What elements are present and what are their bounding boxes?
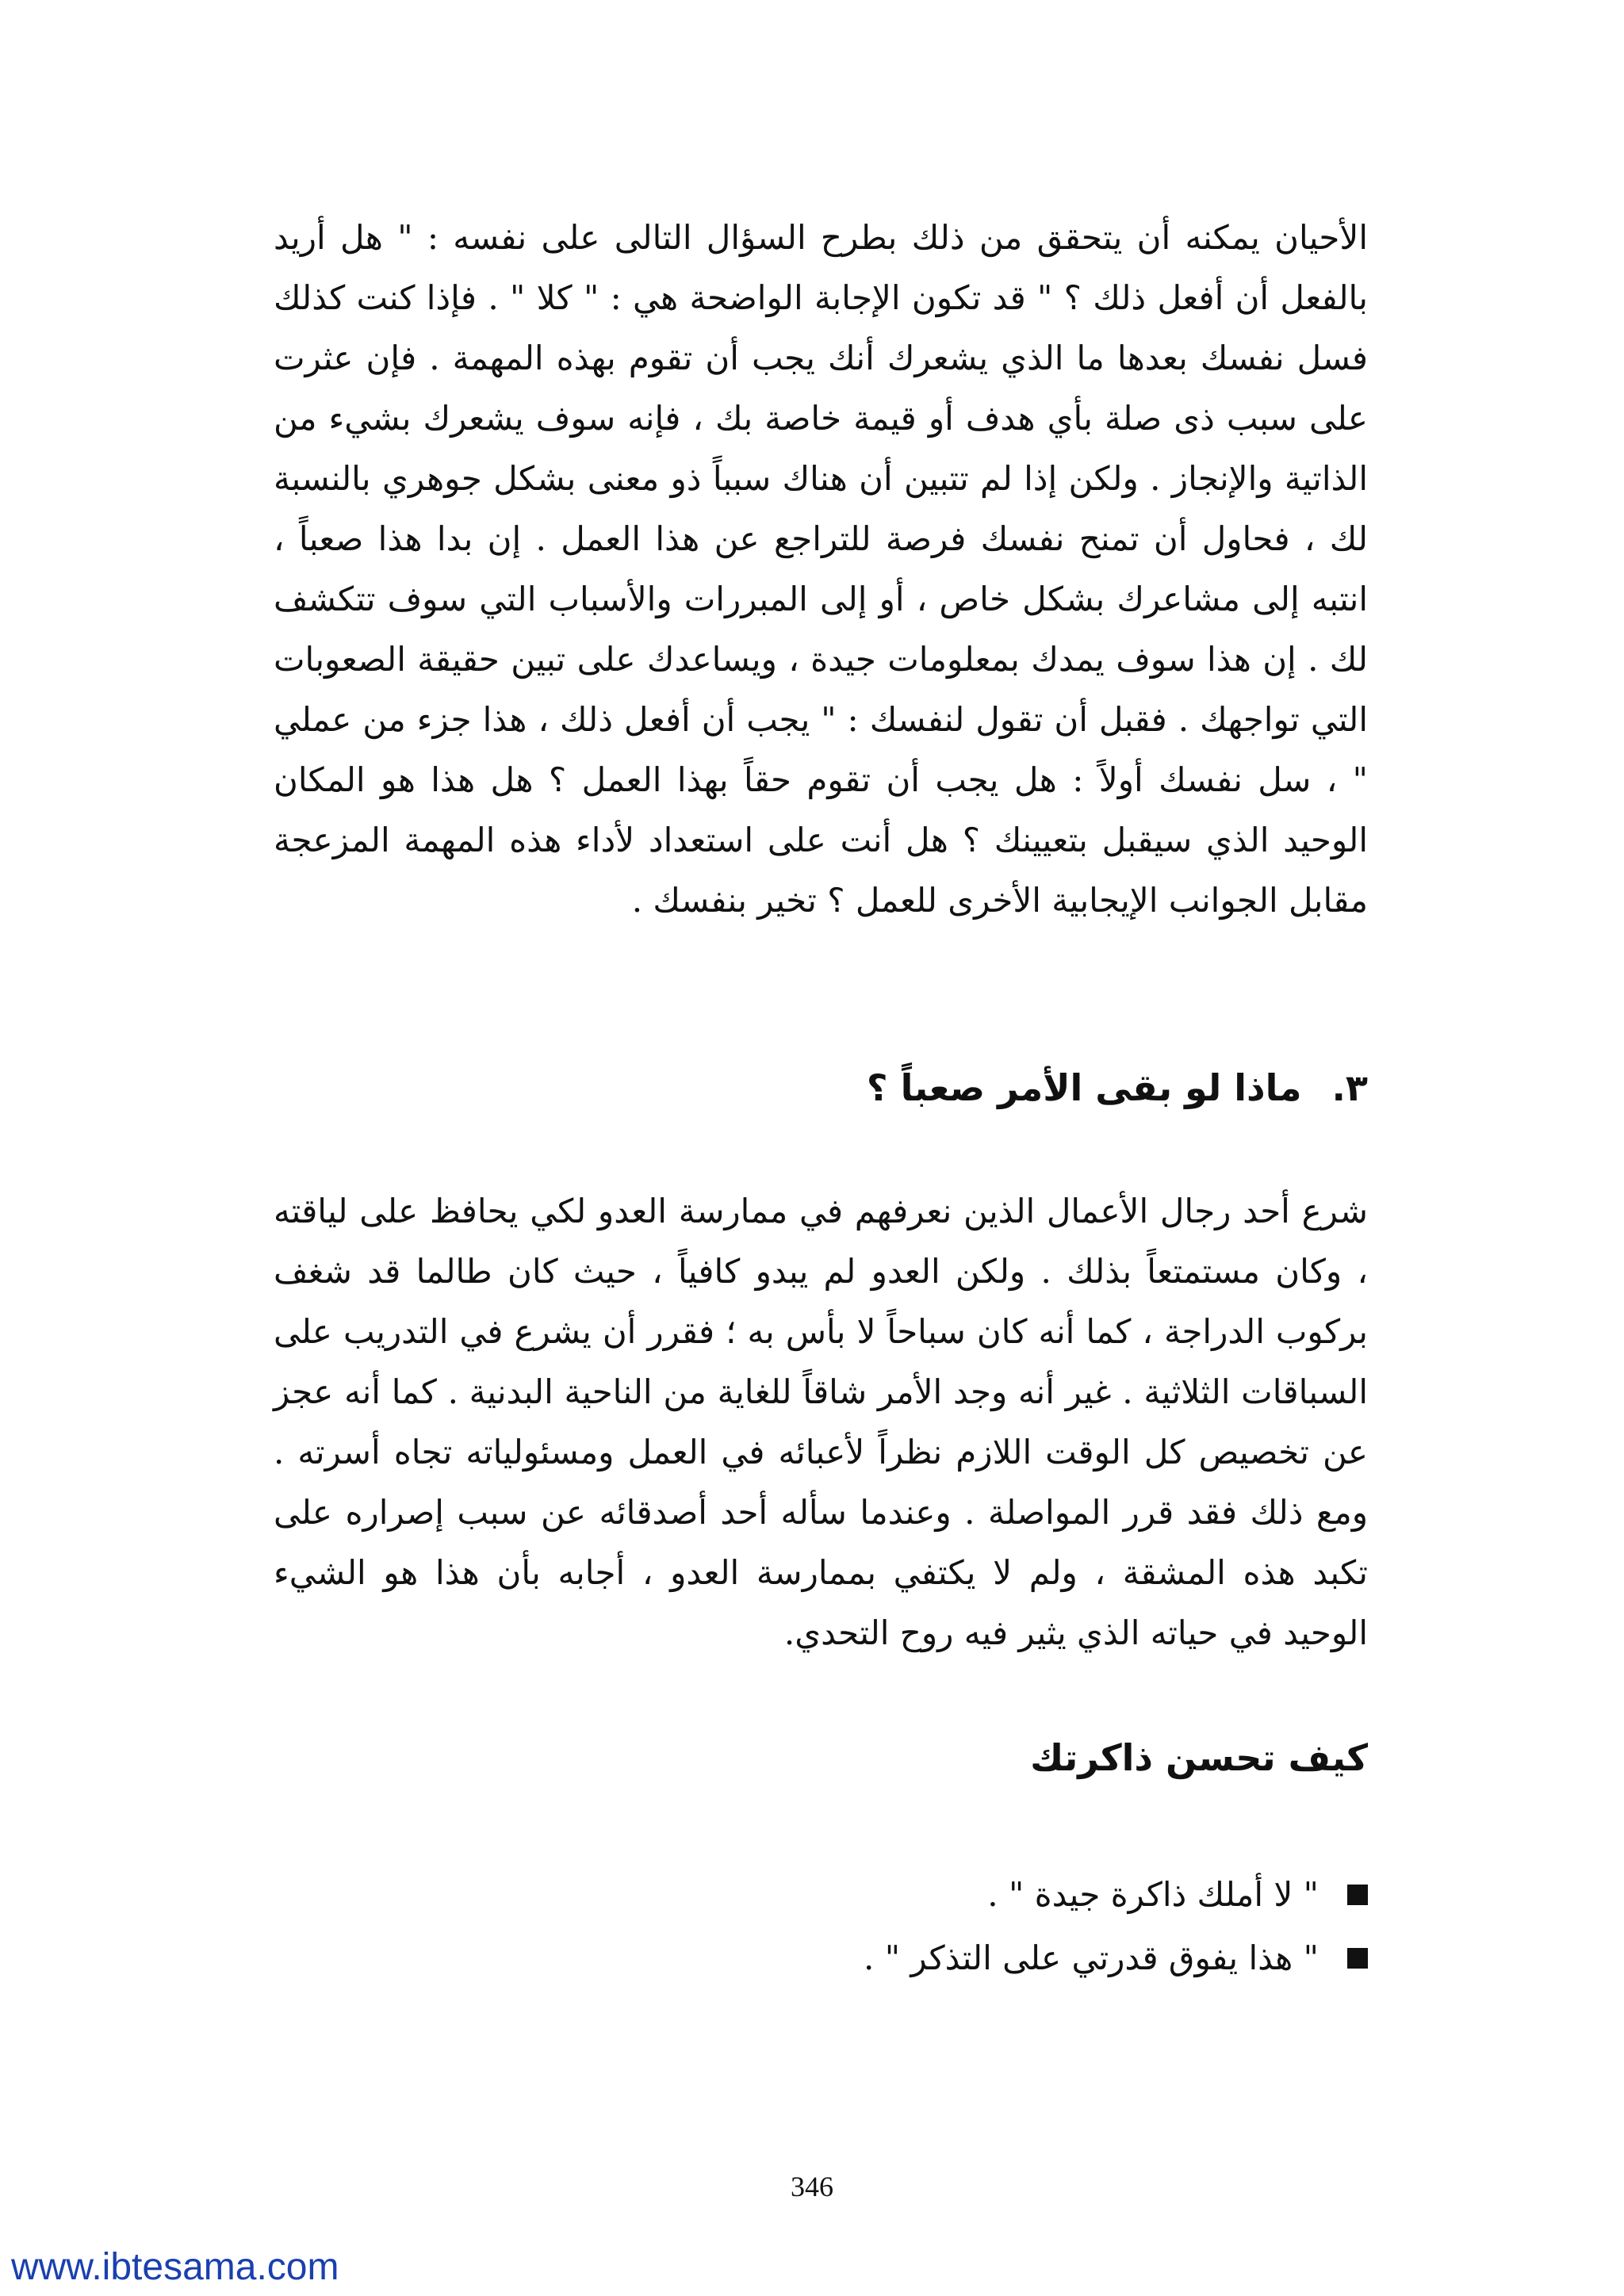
square-bullet-icon [1347,1885,1368,1905]
section-heading [867,1062,1368,1113]
body-paragraph-1: الأحيان يمكنه أن يتحقق من ذلك بطرح السؤال التالى على نفسه : " هل أريد بالفعل أن أفعل ذلك ؟ " قد تكون الإجابة الواضحة هي : " كلا " . فإذا كنت كذلك فسل نفسك بعدها ما الذي يشعرك أنك يجب أن تقوم بهذه المهمة . فإن عثرت على سبب ذى صلة بأي هدف أو قيمة خاصة بك ، فإنه سوف يشعرك بشيء من الذاتية والإنجاز . ولكن إذا لم تتبين أن هناك سبباً ذو معنى بشكل جوهري بالنسبة لك ، فحاول أن تمنح نفسك فرصة للتراجع عن هذا العمل . إن بدا هذا صعباً ، انتبه إلى مشاعرك بشكل خاص ، أو إلى المبررات والأسباب التي سوف تتكشف لك . إن هذا سوف يمدك بمعلومات جيدة ، ويساعدك على تبين حقيقة الصعوبات التي تواجهك . فقبل أن تقول لنفسك : " يجب أن أفعل ذلك ، هذا جزء من عملي " ، سل نفسك أولاً : هل يجب أن تقوم حقاً بهذا العمل ؟ هل هذا هو المكان الوحيد الذي سيقبل بتعيينك ؟ هل أنت على استعداد لأداء هذه المهمة المزعجة مقابل الجوانب الإيجابية الأخرى للعمل ؟ تخير بنفسك . [274,218,1368,920]
page-number: 346 [791,2171,833,2202]
section-number: ٣. [1331,1066,1368,1109]
list-item [654,1863,1368,1927]
square-bullet-icon [1347,1948,1368,1969]
list-item-text: " هذا يفوق قدرتي على التذكر " . [864,1938,1319,1977]
memory-heading: كيف تحسن ذاكرتك [1030,1736,1368,1779]
body-paragraph-2: شرع أحد رجال الأعمال الذين نعرفهم في ممارسة العدو لكي يحافظ على لياقته ، وكان مستمتعاً بذلك . ولكن العدو لم يبدو كافياً ، حيث كان طالما قد شغف بركوب الدراجة ، كما أنه كان سباحاً لا بأس به ؛ فقرر أن يشرع في التدريب على السباقات الثلاثية . غير أنه وجد الأمر شاقاً للغاية من الناحية البدنية . كما أنه عجز عن تخصيص كل الوقت اللازم نظراً لأعبائه في العمل ومسئولياته تجاه أسرته . ومع ذلك فقد قرر المواصلة . وعندما سأله أحد أصدقائه عن سبب إصراره على تكبد هذه المشقة ، ولم لا يكتفي بممارسة العدو ، أجابه بأن هذا هو الشيء الوحيد في حياته الذي يثير فيه روح التحدي. [274,1192,1368,1652]
bullet-list [654,1863,1368,1990]
list-item [654,1927,1368,1990]
section-title: ماذا لو بقى الأمر صعباً ؟ [866,1066,1302,1109]
list-item-text: " لا أملك ذاكرة جيدة " . [987,1875,1319,1914]
watermark-url: www.ibtesama.com [11,2246,339,2288]
